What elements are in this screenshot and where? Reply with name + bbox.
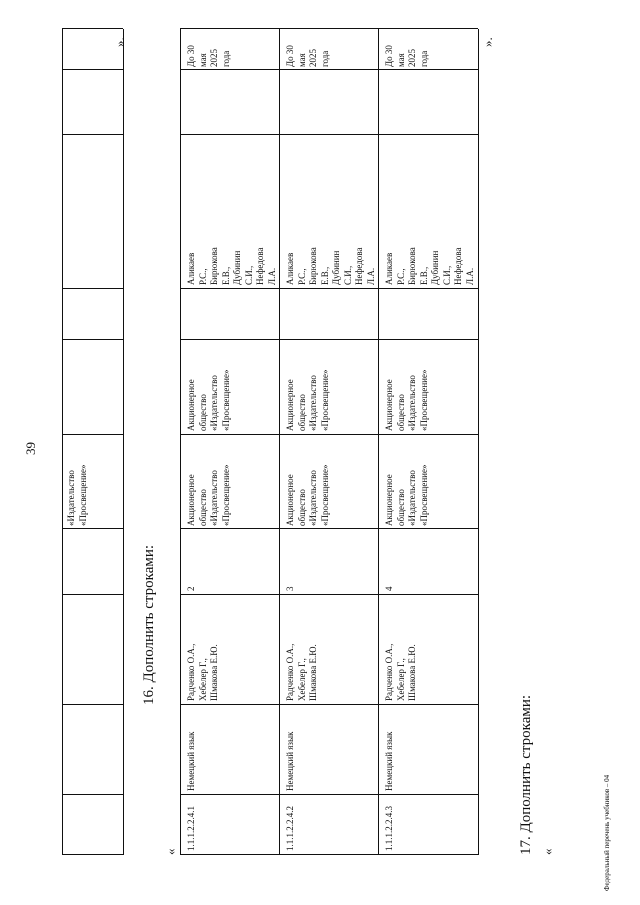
- footer-note: Федеральный перечень учебников – 04: [603, 774, 611, 891]
- section-17-title: 17. Дополнить строками:: [518, 694, 534, 855]
- row-code: 1.1.1.2.2.4.3: [384, 806, 394, 851]
- row-experts: Аликаев Р.С., Бирюкова Е.В., Дубинин С.И., Нефедова Л.А.: [186, 247, 277, 285]
- row-authors: Радченко О.А., Хебелер Г., Шмакова Е.Ю.: [384, 643, 417, 701]
- page-number: 39: [23, 442, 38, 455]
- row-applicant: Акционерное общество «Издательство «Просвещение»: [285, 369, 330, 431]
- opening-quote-17: «: [540, 848, 555, 855]
- row-grade: 3: [285, 586, 295, 591]
- opening-quote-16: «: [163, 848, 178, 855]
- row-authors: Радченко О.А., Хебелер Г., Шмакова Е.Ю.: [186, 643, 219, 701]
- row-publisher: Акционерное общество «Издательство «Просвещение»: [384, 464, 429, 526]
- top-table-publisher-cell: «Издательство «Просвещение»: [66, 464, 88, 526]
- row-applicant: Акционерное общество «Издательство «Просвещение»: [384, 369, 429, 431]
- row-publisher: Акционерное общество «Издательство «Просвещение»: [186, 464, 231, 526]
- row-grade: 4: [384, 586, 394, 591]
- row-experts: Аликаев Р.С., Бирюкова Е.В., Дубинин С.И., Нефедова Л.А.: [384, 247, 475, 285]
- row-subject: Немецкий язык: [285, 731, 295, 791]
- closing-quote-16: ».: [480, 37, 495, 47]
- row-subject: Немецкий язык: [186, 731, 196, 791]
- row-deadline: До 30 мая 2025 года: [384, 45, 429, 67]
- row-experts: Аликаев Р.С., Бирюкова Е.В., Дубинин С.И., Нефедова Л.А.: [285, 247, 376, 285]
- closing-quote-top: ».: [112, 37, 127, 47]
- row-publisher: Акционерное общество «Издательство «Просвещение»: [285, 464, 330, 526]
- row-deadline: До 30 мая 2025 года: [285, 45, 330, 67]
- row-deadline: До 30 мая 2025 года: [186, 45, 231, 67]
- row-code: 1.1.1.2.2.4.2: [285, 806, 295, 851]
- row-subject: Немецкий язык: [384, 731, 394, 791]
- section-16-title: 16. Дополнить строками:: [141, 544, 157, 705]
- row-authors: Радченко О.А., Хебелер Г., Шмакова Е.Ю.: [285, 643, 318, 701]
- row-code: 1.1.1.2.2.4.1: [186, 806, 196, 851]
- row-applicant: Акционерное общество «Издательство «Просвещение»: [186, 369, 231, 431]
- row-grade: 2: [186, 586, 196, 591]
